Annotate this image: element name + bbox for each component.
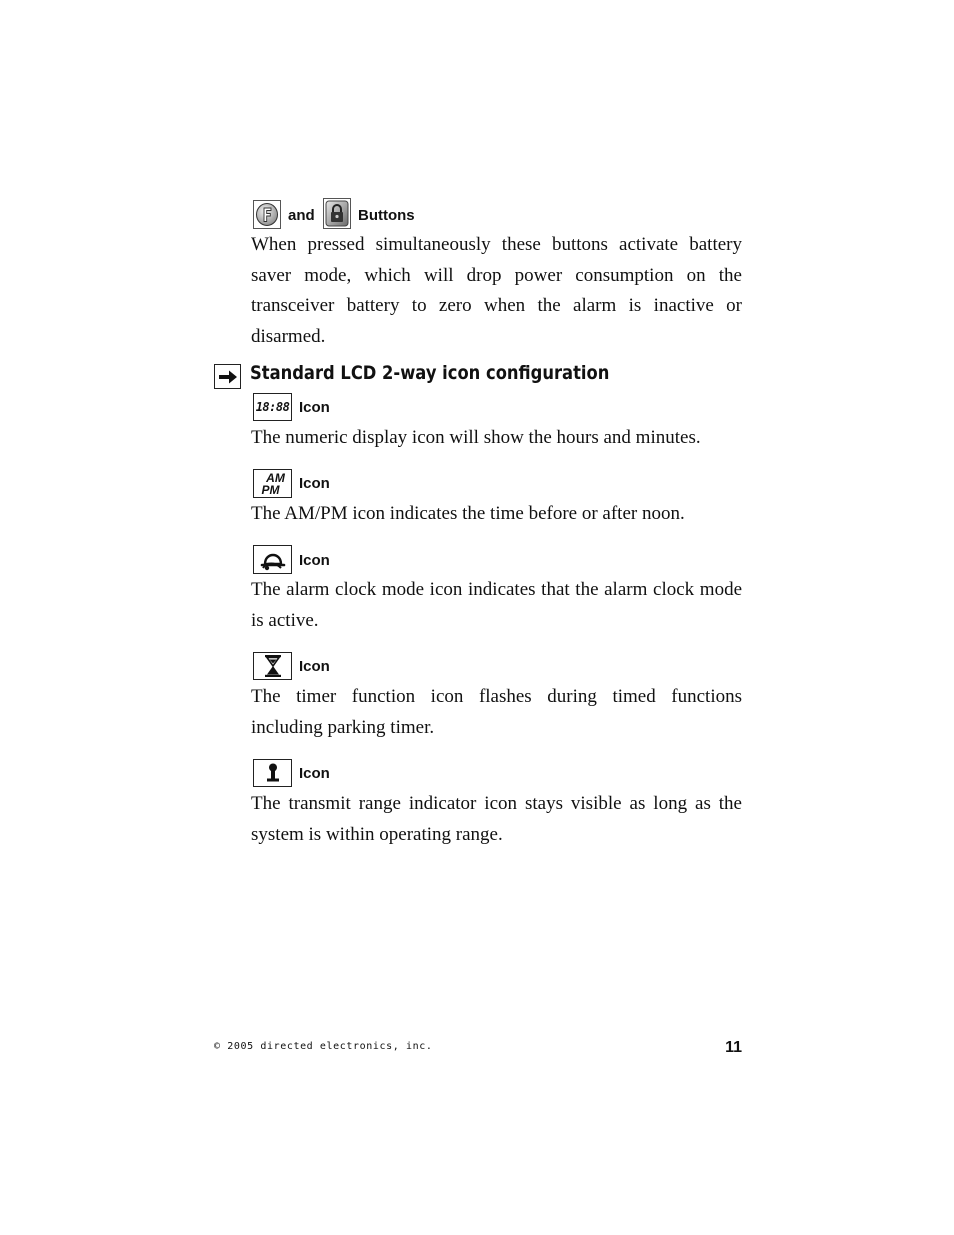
- timer-description: The timer function icon flashes during timed functions including parking timer.: [251, 686, 742, 738]
- pm-glyph: PM: [261, 482, 280, 497]
- section-title: Standard LCD 2-way icon configuration: [250, 362, 610, 384]
- lock-button-icon: [323, 198, 351, 229]
- numeric-display-label: Icon: [299, 399, 330, 416]
- alarm-bell-icon: [253, 545, 292, 574]
- am-pm-label: Icon: [299, 475, 330, 492]
- transmit-range-description: The transmit range indicator icon stays visible as long as the system is within operating range.: [251, 793, 742, 845]
- buttons-label: Buttons: [358, 207, 415, 224]
- arrow-right-icon: [214, 364, 241, 389]
- am-pm-description: The AM/PM icon indicates the time before or after noon.: [251, 503, 685, 524]
- f-button-icon: [253, 200, 281, 229]
- timer-label: Icon: [299, 658, 330, 675]
- alarm-clock-description: The alarm clock mode icon indicates that the alarm clock mode is active.: [251, 579, 742, 631]
- alarm-clock-label: Icon: [299, 552, 330, 569]
- footer-copyright: © 2005 directed electronics, inc.: [214, 1041, 433, 1052]
- hourglass-icon: [253, 652, 292, 680]
- transmit-range-icon: [253, 759, 292, 787]
- and-label: and: [288, 207, 315, 224]
- battery-saver-description: When pressed simultaneously these buttons activate battery saver mode, which will drop power consumption on the transceiver battery to zero when the alarm is inactive or disarmed.: [251, 234, 742, 347]
- page-number: 11: [725, 1039, 742, 1056]
- transmit-range-label: Icon: [299, 765, 330, 782]
- numeric-display-description: The numeric display icon will show the hours and minutes.: [251, 427, 701, 448]
- am-pm-icon: [253, 469, 292, 498]
- numeric-display-glyph: 18:88: [255, 400, 290, 414]
- numeric-display-icon: [253, 393, 292, 421]
- am-glyph: AM: [266, 470, 285, 485]
